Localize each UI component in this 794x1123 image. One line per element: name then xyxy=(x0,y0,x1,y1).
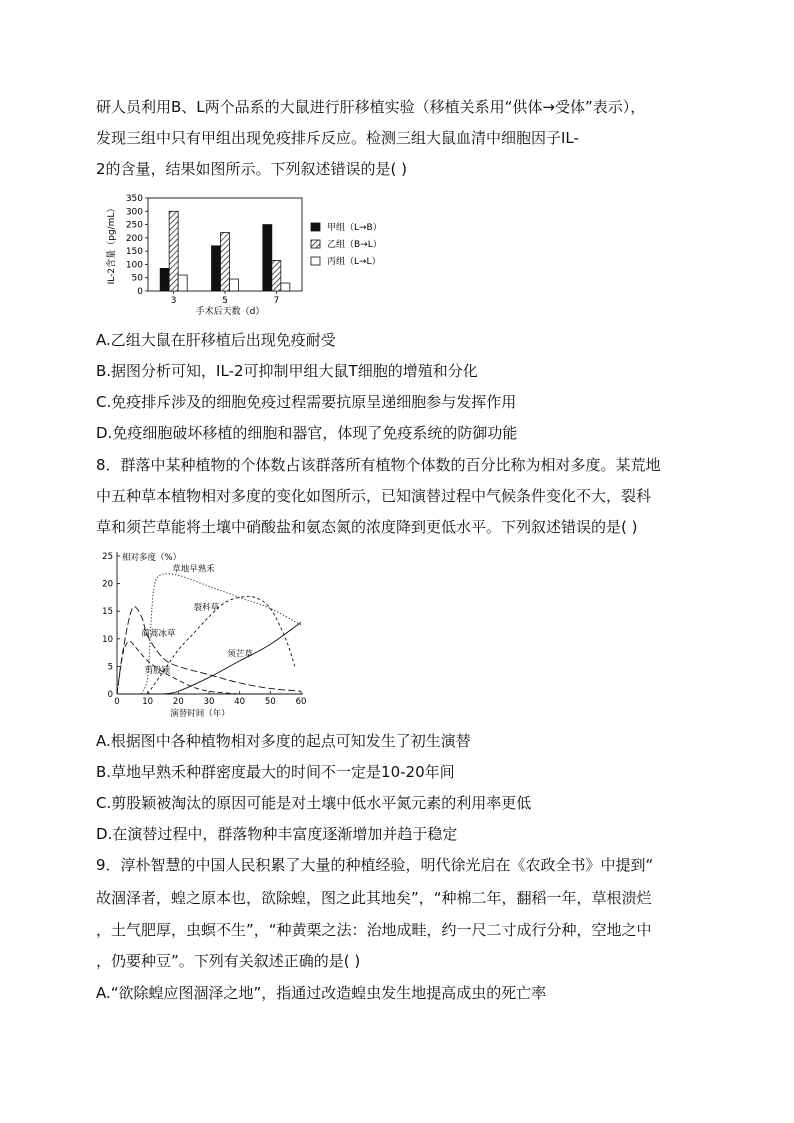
x-tick-label: 7 xyxy=(273,296,280,306)
bar xyxy=(230,279,239,291)
y-tick-label: 300 xyxy=(125,207,143,218)
q7-option-c: C.免疫排斥涉及的细胞免疫过程需要抗原呈递细胞参与发挥作用 xyxy=(96,393,517,411)
q9-option-a: A.“欲除蝗应图涸泽之地”，指通过改造蝗虫发生地提高成虫的死亡率 xyxy=(96,984,547,1002)
bar xyxy=(272,260,281,291)
q7-line-1: 研人员利用B、L两个品系的大鼠进行肝移植实验（移植关系用“供体→受体”表示）， xyxy=(96,98,646,116)
y-tick-label: 150 xyxy=(125,247,143,258)
x-tick-label: 60 xyxy=(295,697,307,707)
legend-label: 甲组（L→B） xyxy=(327,223,382,233)
q7-option-d: D.免疫细胞破坏移植的细胞和器官，体现了免疫系统的防御功能 xyxy=(96,424,518,442)
q9-line-4: ，仍要种豆”。下列有关叙述正确的是( ) xyxy=(96,952,361,970)
q8-line-2: 中五种草本植物相对多度的变化如图所示，已知演替过程中气候条件变化不大，裂科 xyxy=(96,487,652,505)
bar xyxy=(178,275,187,291)
y-tick-label: 350 xyxy=(125,194,143,204)
x-tick-label: 10 xyxy=(142,697,154,707)
q9-line-2: 故涸泽者，蝗之原本也，欲除蝗，图之此其地矣”，“种棉二年，翻稻一年，草根溃烂 xyxy=(96,889,652,907)
series-line xyxy=(117,607,301,694)
curve-label: 剪股颖 xyxy=(144,666,171,677)
y-tick-label: 0 xyxy=(107,690,113,700)
curve-label: 草地早熟禾 xyxy=(172,564,215,575)
y-tick-label: 200 xyxy=(125,233,143,244)
q9-line-1: 9．淳朴智慧的中国人民积累了大量的种植经验，明代徐光启在《农政全书》中提到“ xyxy=(96,856,654,874)
y-tick-label: 0 xyxy=(137,287,143,297)
bar xyxy=(263,225,272,291)
x-axis-label: 手术后天数（d） xyxy=(195,307,265,317)
y-tick-label: 5 xyxy=(107,662,113,673)
legend-swatch xyxy=(311,257,320,265)
legend-label: 丙组（L→L） xyxy=(327,257,381,267)
x-tick-label: 20 xyxy=(172,697,184,707)
y-tick-label: 25 xyxy=(102,552,113,562)
q8-line-3: 草和须芒草能将土壤中硝酸盐和氨态氮的浓度降到更低水平。下列叙述错误的是( ) xyxy=(96,518,638,536)
bar xyxy=(160,268,169,291)
q8-option-a: A.根据图中各种植物相对多度的起点可知发生了初生演替 xyxy=(96,732,471,750)
legend-swatch xyxy=(311,223,320,231)
series-line xyxy=(117,641,240,694)
x-tick-label: 40 xyxy=(234,697,246,707)
q8-option-c: C.剪股颖被淘汰的原因可能是对土壤中低水平氮元素的利用率更低 xyxy=(96,794,532,812)
q7-line-2: 发现三组中只有甲组出现免疫排斥反应。检测三组大鼠血清中细胞因子IL- xyxy=(96,129,579,147)
legend-swatch xyxy=(311,240,320,248)
y-tick-label: 250 xyxy=(125,220,143,231)
q7-option-b: B.据图分析可知，IL-2可抑制甲组大鼠T细胞的增殖和分化 xyxy=(96,362,478,380)
x-tick-label: 0 xyxy=(114,697,120,707)
q8-option-d: D.在演替过程中，群落物种丰富度逐渐增加并趋于稳定 xyxy=(96,825,458,843)
curve-label: 裂科草 xyxy=(193,603,220,614)
bar xyxy=(212,246,221,291)
q9-line-3: ，土气肥厚，虫螟不生”，“种黄栗之法：治地成畦，约一尺二寸成行分种，空地之中 xyxy=(96,921,652,939)
x-tick-label: 30 xyxy=(203,697,215,707)
y-tick-label: 15 xyxy=(102,607,113,618)
x-tick-label: 50 xyxy=(264,697,276,707)
curve-label: 蔺蒿冰草 xyxy=(141,629,176,640)
legend-label: 乙组（B→L） xyxy=(327,240,382,250)
y-tick-label: 10 xyxy=(102,634,113,645)
q7-line-3: 2的含量，结果如图所示。下列叙述错误的是( ) xyxy=(96,160,408,178)
y-tick-label: 100 xyxy=(125,260,143,271)
x-axis-label: 演替时间（年） xyxy=(170,709,230,719)
y-tick-label: 50 xyxy=(131,273,143,284)
bar xyxy=(281,283,290,291)
q8-option-b: B.草地早熟禾种群密度最大的时间不一定是10-20年间 xyxy=(96,763,455,781)
series-line xyxy=(148,596,295,694)
y-tick-label: 20 xyxy=(102,579,113,590)
bar xyxy=(169,211,178,291)
x-tick-label: 3 xyxy=(170,296,177,306)
curve-label: 须芒草 xyxy=(227,649,253,660)
il2-bar-chart xyxy=(96,190,406,318)
y-axis-label: IL-2含量（pg/mL） xyxy=(107,203,117,285)
y-axis-label: 相对多度（%） xyxy=(122,553,182,563)
bar xyxy=(221,233,230,291)
x-tick-label: 5 xyxy=(222,296,228,306)
abundance-line-chart xyxy=(96,548,326,720)
q8-line-1: 8．群落中某种植物的个体数占该群落所有植物个体数的百分比称为相对多度。某荒地 xyxy=(96,456,661,474)
q7-option-a: A.乙组大鼠在肝移植后出现免疫耐受 xyxy=(96,331,336,349)
